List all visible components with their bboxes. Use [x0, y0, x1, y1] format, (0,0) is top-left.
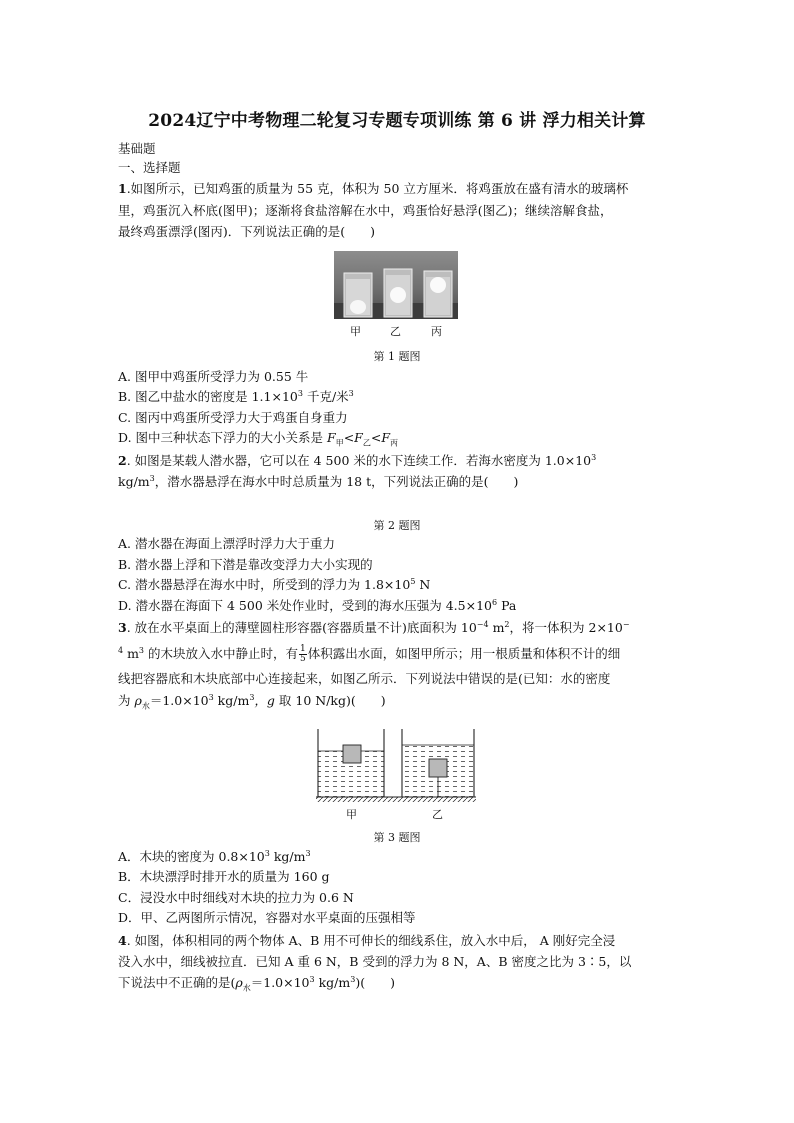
- label-jia: 甲: [346, 808, 357, 821]
- q4-text-3c: )( ): [355, 975, 395, 990]
- q3-text-4c: 取 10 N/kg)( ): [274, 693, 386, 708]
- q1-line-3: 最终鸡蛋漂浮(图丙)．下列说法正确的是( ): [118, 224, 376, 239]
- q1-option-c: C. 图丙中鸡蛋所受浮力大于鸡蛋自身重力: [118, 410, 348, 425]
- q2-text-2: ，潜水器悬浮在海水中时总质量为 18 t，下列说法正确的是( ): [154, 474, 519, 489]
- q1-caption: 第 1 题图: [373, 350, 421, 363]
- q3-text-4a: 为: [118, 693, 135, 708]
- q2-option-b: B. 潜水器上浮和下潜是靠改变浮力大小实现的: [118, 557, 373, 572]
- q2-d-text: D. 潜水器在海面下 4 500 米处作业时，受到的海水压强为 4.5×10: [118, 598, 492, 613]
- rho-symbol: ρ: [235, 975, 243, 990]
- q1-line-1: [118, 180, 628, 198]
- q1-b-unit: 千克/米: [302, 389, 349, 404]
- q3-text-1: . 放在水平桌面上的薄壁圆柱形容器(容器质量不计)底面积为 10: [126, 620, 477, 635]
- q2-option-a: A. 潜水器在海面上漂浮时浮力大于重力: [118, 536, 335, 551]
- q1-d-f3: F: [381, 430, 391, 445]
- q2-option-d: [118, 597, 516, 615]
- q3-exp-3: −: [622, 619, 630, 629]
- q2-exp-2: 3: [149, 473, 155, 483]
- q2-option-c: [118, 576, 430, 594]
- q3-unit-3: kg/m: [213, 693, 250, 708]
- q3-line-1: [118, 619, 630, 637]
- q4-text-1: . 如图，体积相同的两个物体 A、B 用不可伸长的细线系住，放入水中后， A 刚好完全浸: [126, 933, 616, 948]
- q2-unit: kg/m: [118, 474, 150, 489]
- q2-caption: 第 2 题图: [373, 519, 421, 532]
- q2-text-1: . 如图是某载人潜水器，它可以在 4 500 米的水下连续工作．若海水密度为 1.0×10: [126, 453, 592, 468]
- one-fifth-fraction: [299, 645, 307, 664]
- q3-text-1b: ，将一体积为 2×10: [509, 620, 623, 635]
- q2-line-1: [118, 452, 596, 470]
- q3-exp-6: 3: [208, 692, 214, 702]
- q1-d-f1: F: [327, 430, 336, 445]
- q3-line-3: 线把容器底和木块底部中心连接起来，如图乙所示．下列说法中错误的是(已知：水的密度: [118, 671, 611, 686]
- q3-number: 3: [118, 620, 127, 635]
- label-bing: 丙: [431, 325, 442, 338]
- g-symbol: ，g: [254, 693, 275, 708]
- q3-a-unit: kg/m: [269, 849, 306, 864]
- rho-symbol: ρ: [134, 693, 142, 708]
- label-yi: 乙: [432, 808, 443, 821]
- q2-c-unit: N: [415, 577, 431, 592]
- egg-beakers-photo: [334, 251, 458, 319]
- q1-d-sub3: 丙: [390, 438, 399, 448]
- q4-text-3b: ＝1.0×10: [250, 975, 310, 990]
- q2-c-text: C. 潜水器悬浮在海水中时，所受到的浮力为 1.8×10: [118, 577, 411, 592]
- q3-option-d: D．甲、乙两图所示情况，容器对水平桌面的压强相等: [118, 910, 416, 925]
- q3-unit-2: m: [123, 646, 139, 661]
- section-basic: 基础题: [118, 141, 156, 156]
- q2-line-2: [118, 473, 518, 491]
- q4-unit: kg/m: [314, 975, 351, 990]
- q4-exp-2: 3: [350, 974, 356, 984]
- q4-number: 4: [118, 933, 127, 948]
- q3-exp-2: 2: [504, 619, 510, 629]
- q3-a-text: A．木块的密度为 0.8×10: [118, 849, 265, 864]
- q1-option-a: A. 图甲中鸡蛋所受浮力为 0.55 牛: [118, 369, 309, 384]
- q4-exp-1: 3: [309, 974, 315, 984]
- q2-number: 2: [118, 453, 127, 468]
- q1-d-sub2: 乙: [362, 438, 371, 448]
- q1-number: 1: [118, 181, 127, 196]
- q1-d-text: D. 图中三种状态下浮力的大小关系是: [118, 430, 327, 445]
- q3-option-a: [118, 848, 311, 866]
- label-yi: 乙: [390, 325, 401, 338]
- q1-d-f2: F: [354, 430, 363, 445]
- q1-text-1: .如图所示，已知鸡蛋的质量为 55 克，体积为 50 立方厘米．将鸡蛋放在盛有清水的玻璃杯: [126, 181, 629, 196]
- q2-c-exp: 5: [410, 576, 416, 586]
- q3-line-2: [118, 645, 620, 664]
- q3-text-2a: 的木块放入水中静止时，有: [144, 646, 298, 661]
- q3-exp-7: 3: [249, 692, 255, 702]
- q3-exp-1: −4: [476, 619, 489, 629]
- rho-subscript: 水: [141, 701, 150, 711]
- q1-line-2: 里，鸡蛋沉入杯底(图甲)；逐渐将食盐溶解在水中，鸡蛋恰好悬浮(图乙)；继续溶解食盐，: [118, 203, 613, 218]
- q3-text-2b: 体积露出水面，如图甲所示；用一根质量和体积不计的细: [307, 646, 621, 661]
- section-choice: 一、选择题: [118, 160, 181, 175]
- q3-caption: 第 3 题图: [373, 831, 421, 844]
- q3-a-exp2: 3: [305, 848, 311, 858]
- q2-d-exp: 6: [492, 597, 498, 607]
- page-title: 2024辽宁中考物理二轮复习专题专项训练 第 6 讲 浮力相关计算: [148, 111, 646, 131]
- label-jia: 甲: [350, 325, 361, 338]
- rho-subscript: 水: [242, 983, 251, 993]
- q1-b-exp: 3: [297, 388, 303, 398]
- q1-b-text: B. 图乙中盐水的密度是 1.1×10: [118, 389, 298, 404]
- q3-a-exp: 3: [264, 848, 270, 858]
- q1-d-sub1: 甲: [335, 438, 344, 448]
- q1-option-d: [118, 429, 398, 447]
- containers-diagram: [316, 729, 476, 803]
- q1-d-lt2: <: [370, 430, 382, 445]
- q3-text-4b: ＝1.0×10: [149, 693, 209, 708]
- q1-d-lt1: <: [343, 430, 355, 445]
- q2-exp-1: 3: [591, 452, 597, 462]
- q1-option-b: [118, 388, 354, 406]
- q3-option-b: B．木块漂浮时排开水的质量为 160 g: [118, 869, 330, 884]
- q3-exp-5: 3: [138, 645, 145, 655]
- q1-b-exp2: 3: [348, 388, 354, 398]
- q3-option-c: C．浸没水中时细线对木块的拉力为 0.6 N: [118, 890, 354, 905]
- fraction-numerator: 1: [300, 644, 306, 654]
- q4-line-1: [118, 932, 615, 950]
- q4-line-3: [118, 974, 395, 992]
- q3-exp-4: 4: [118, 645, 124, 655]
- q3-unit-1: m: [488, 620, 505, 635]
- q2-d-unit: Pa: [497, 598, 517, 613]
- q4-text-3a: 下说法中不正确的是(: [118, 975, 236, 990]
- q3-line-4: [118, 692, 386, 710]
- q4-line-2: 没入水中，细线被拉直．已知 A 重 6 N，B 受到的浮力为 8 N，A、B 密度之比为 3∶5，以: [118, 954, 632, 969]
- fraction-denominator: 5: [300, 654, 306, 664]
